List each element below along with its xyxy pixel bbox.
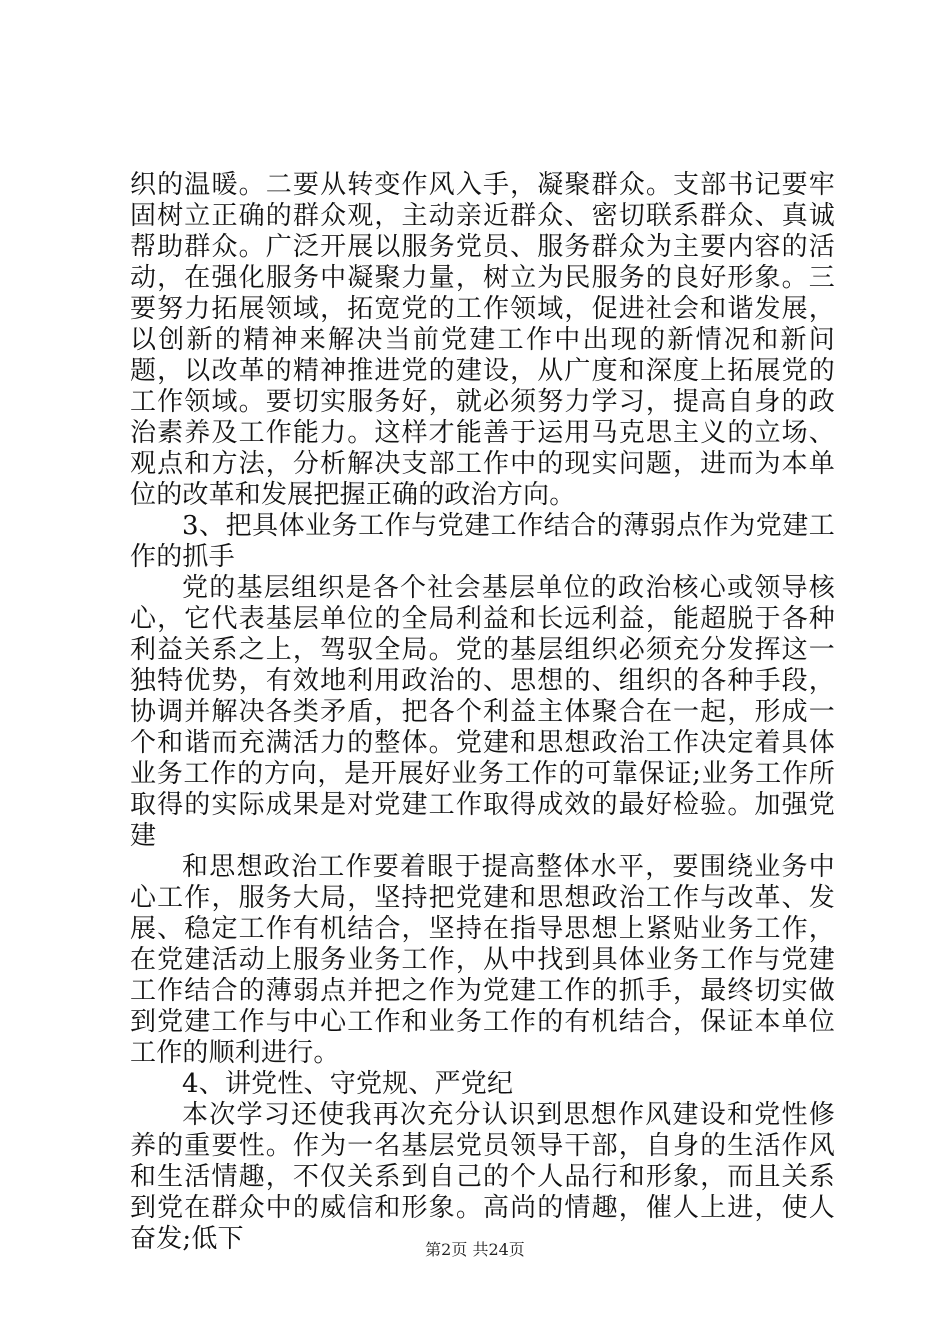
paragraph-6: 本次学习还使我再次充分认识到思想作风建设和党性修养的重要性。作为一名基层党员领导干部，自身的生活作风和生活情趣，不仅关系到自己的个人品行和形象，而且关系到党在群众中的威信和形象。高尚的情趣，催人上进，使人奋发;低下 (130, 1100, 835, 1254)
paragraph-4: 和思想政治工作要着眼于提高整体水平，要围绕业务中心工作，服务大局，坚持把党建和思想政治工作与改革、发展、稳定工作有机结合，坚持在指导思想上紧贴业务工作，在党建活动上服务业务工作，从中找到具体业务工作与党建工作结合的薄弱点并把之作为党建工作的抓手，最终切实做到党建工作与中心工作和业务工作的有机结合，保证本单位工作的顺利进行。 (130, 852, 835, 1068)
paragraph-3: 党的基层组织是各个社会基层单位的政治核心或领导核心，它代表基层单位的全局利益和长远利益，能超脱于各种利益关系之上，驾驭全局。党的基层组织必须充分发挥这一独特优势，有效地利用政治的、思想的、组织的各种手段，协调并解决各类矛盾，把各个利益主体聚合在一起，形成一个和谐而充满活力的整体。党建和思想政治工作决定着具体业务工作的方向，是开展好业务工作的可靠保证;业务工作所取得的实际成果是对党建工作取得成效的最好检验。加强党建 (130, 573, 835, 851)
page-footer: 第2页 共24页 (425, 1240, 525, 1259)
document-body (130, 170, 835, 1255)
paragraph-5-heading: 4、讲党性、守党规、严党纪 (182, 1069, 514, 1099)
paragraph-1: 织的温暖。二要从转变作风入手，凝聚群众。支部书记要牢固树立正确的群众观，主动亲近群众、密切联系群众、真诚帮助群众。广泛开展以服务党员、服务群众为主要内容的活动，在强化服务中凝聚力量，树立为民服务的良好形象。三要努力拓展领域，拓宽党的工作领域，促进社会和谐发展，以创新的精神来解决当前党建工作中出现的新情况和新问题，以改革的精神推进党的建设，从广度和深度上拓展党的工作领域。要切实服务好，就必须努力学习，提高自身的政治素养及工作能力。这样才能善于运用马克思主义的立场、观点和方法，分析解决支部工作中的现实问题，进而为本单位的改革和发展把握正确的政治方向。 (130, 170, 835, 510)
paragraph-2-heading: 3、把具体业务工作与党建工作结合的薄弱点作为党建工作的抓手 (130, 511, 835, 572)
